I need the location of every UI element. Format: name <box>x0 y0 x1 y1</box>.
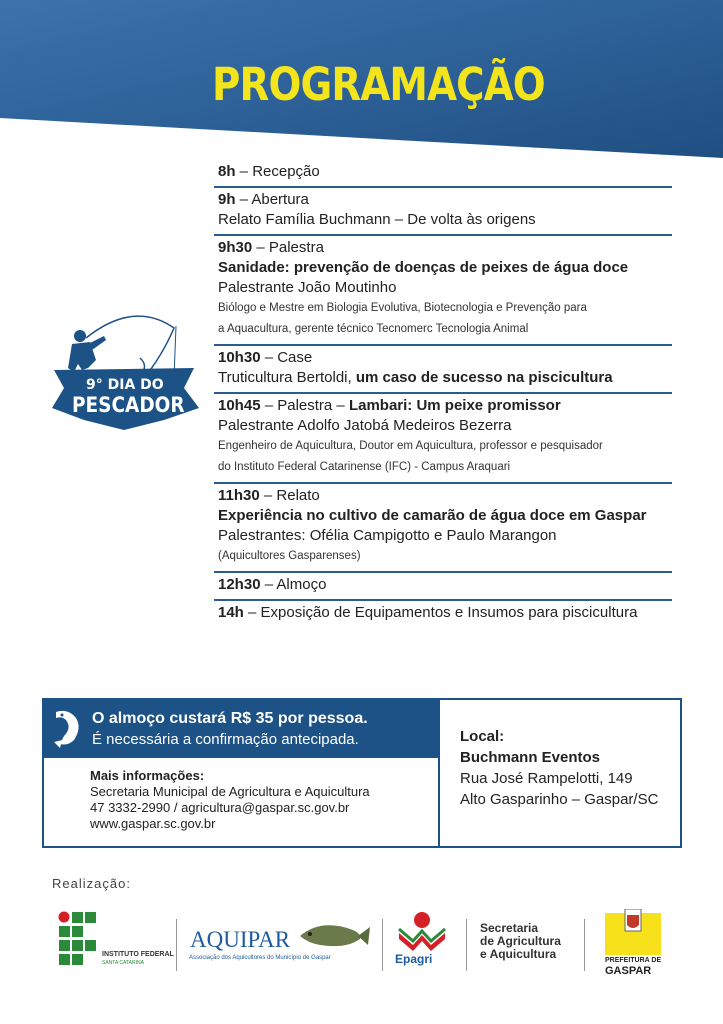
prefeitura-name: GASPAR <box>605 965 652 977</box>
schedule-slot <box>214 236 672 346</box>
more-info-line: Secretaria Municipal de Agricultura e Aquicultura <box>90 784 370 799</box>
schedule-slot <box>214 160 672 188</box>
schedule-slot <box>214 346 672 394</box>
schedule-line <box>218 348 672 368</box>
info-divider <box>438 700 440 846</box>
badge-line-1: 9° DIA DO <box>86 377 164 393</box>
schedule-text: Palestrantes: Ofélia Campigotto e Paulo Marangon <box>218 527 557 544</box>
schedule-text-bold: 12h30 <box>218 576 261 593</box>
location-name: Buchmann Eventos <box>460 749 601 766</box>
schedule-text: – Case <box>260 349 313 366</box>
schedule-text-bold: Sanidade: prevenção de doenças de peixes de água doce <box>218 259 629 276</box>
schedule-line <box>218 162 672 182</box>
speaker-bio-line: a Aquacultura, gerente técnico Tecnomerc Tecnologia Animal <box>218 323 529 335</box>
schedule-text-bold: 11h30 <box>218 487 260 504</box>
logo-separator <box>584 919 585 971</box>
lunch-banner <box>44 700 440 758</box>
more-info-line: www.gaspar.sc.gov.br <box>90 816 216 831</box>
schedule-text: – Relato <box>259 487 320 504</box>
badge-line-2: PESCADOR <box>72 393 185 417</box>
schedule-text-bold: um caso de sucesso na piscicultura <box>355 369 613 386</box>
sponsor-logos <box>52 905 682 985</box>
schedule-text-bold: 10h45 <box>218 397 261 414</box>
epagri-logo-icon <box>397 911 447 951</box>
schedule-text: Palestrante Adolfo Jatobá Medeiros Bezerra <box>218 417 512 434</box>
location-city: Alto Gasparinho – Gaspar/SC <box>460 791 659 808</box>
speaker-bio-line: Biólogo e Mestre em Biologia Evolutiva, Biotecnologia e Prevenção para <box>218 302 587 314</box>
speaker-bio-line: do Instituto Federal Catarinense (IFC) - Campus Araquari <box>218 461 511 473</box>
schedule-line <box>218 575 672 595</box>
secretaria-logo-text <box>480 922 561 961</box>
schedule-line <box>218 486 672 506</box>
schedule-text: – Almoço <box>260 576 327 593</box>
schedule-text-bold: Experiência no cultivo de camarão de água doce em Gaspar <box>218 507 647 524</box>
schedule-line <box>218 190 672 210</box>
prefeitura-label: PREFEITURA DE <box>605 957 662 964</box>
schedule-list <box>214 160 672 627</box>
aquipar-name: AQUIPAR <box>190 927 291 952</box>
secretaria-line: Secretaria <box>480 921 539 935</box>
schedule-line <box>218 506 672 526</box>
schedule-text-bold: 14h <box>218 604 244 621</box>
ifc-subtitle: SANTA CATARINA <box>102 960 144 966</box>
schedule-line <box>218 210 672 230</box>
location-title: Local: <box>460 728 505 745</box>
schedule-text: Relato Família Buchmann – De volta às origens <box>218 211 536 228</box>
schedule-line <box>218 396 672 416</box>
schedule-text: – Palestra <box>252 239 324 256</box>
schedule-text: – Recepção <box>235 163 320 180</box>
schedule-line <box>218 526 672 546</box>
prefeitura-logo-icon <box>605 909 661 955</box>
secretaria-line: e Aquicultura <box>480 947 557 961</box>
schedule-line <box>218 368 672 388</box>
schedule-line <box>218 416 672 436</box>
header-banner <box>0 0 723 160</box>
lunch-price-text: O almoço custará R$ 35 por pessoa. <box>92 710 368 727</box>
schedule-text-bold: Lambari: Um peixe promissor <box>348 397 561 414</box>
schedule-line <box>218 238 672 258</box>
speaker-bio-line: (Aquicultores Gasparenses) <box>218 550 361 562</box>
page-title: PROGRAMAÇÃO <box>212 58 545 111</box>
fish-logo-icon <box>296 921 370 951</box>
logo-separator <box>466 919 467 971</box>
ifc-logo-icon <box>58 911 98 967</box>
schedule-text: – Abertura <box>235 191 309 208</box>
confirmation-note: É necessária a confirmação antecipada. <box>92 731 359 748</box>
schedule-text: – Exposição de Equipamentos e Insumos para piscicultura <box>243 604 638 621</box>
schedule-text: Palestrante João Moutinho <box>218 279 397 296</box>
secretaria-line: de Agricultura <box>480 934 561 948</box>
schedule-slot <box>214 484 672 573</box>
ifc-name: INSTITUTO FEDERAL <box>102 951 174 958</box>
schedule-slot <box>214 601 672 627</box>
schedule-line <box>218 258 672 278</box>
more-info-title: Mais informações: <box>90 768 205 783</box>
schedule-slot <box>214 573 672 601</box>
schedule-text-bold: 9h <box>218 191 236 208</box>
aquipar-subtitle: Associação dos Aquicultores do Município de Gaspar <box>189 955 331 961</box>
speaker-bio-line: Engenheiro de Aquicultura, Doutor em Aquicultura, professor e pesquisador <box>218 440 603 452</box>
schedule-line <box>218 278 672 298</box>
fish-icon <box>50 706 84 750</box>
location-block <box>460 726 658 810</box>
schedule-text-bold: 9h30 <box>218 239 253 256</box>
logo-separator <box>176 919 177 971</box>
schedule-text: Truticultura Bertoldi, <box>218 369 356 386</box>
realizacao-label: Realização: <box>52 876 131 891</box>
schedule-text: – Palestra – <box>260 397 349 414</box>
more-info-line: 47 3332-2990 / agricultura@gaspar.sc.gov.br <box>90 800 350 815</box>
schedule-text-bold: 10h30 <box>218 349 261 366</box>
logo-separator <box>382 919 383 971</box>
more-info-block <box>90 768 370 832</box>
epagri-name: Epagri <box>395 952 433 966</box>
info-box <box>42 698 682 848</box>
schedule-line <box>218 603 672 623</box>
schedule-text-bold: 8h <box>218 163 236 180</box>
schedule-slot <box>214 394 672 484</box>
schedule-slot <box>214 188 672 236</box>
location-address: Rua José Rampelotti, 149 <box>460 770 633 787</box>
